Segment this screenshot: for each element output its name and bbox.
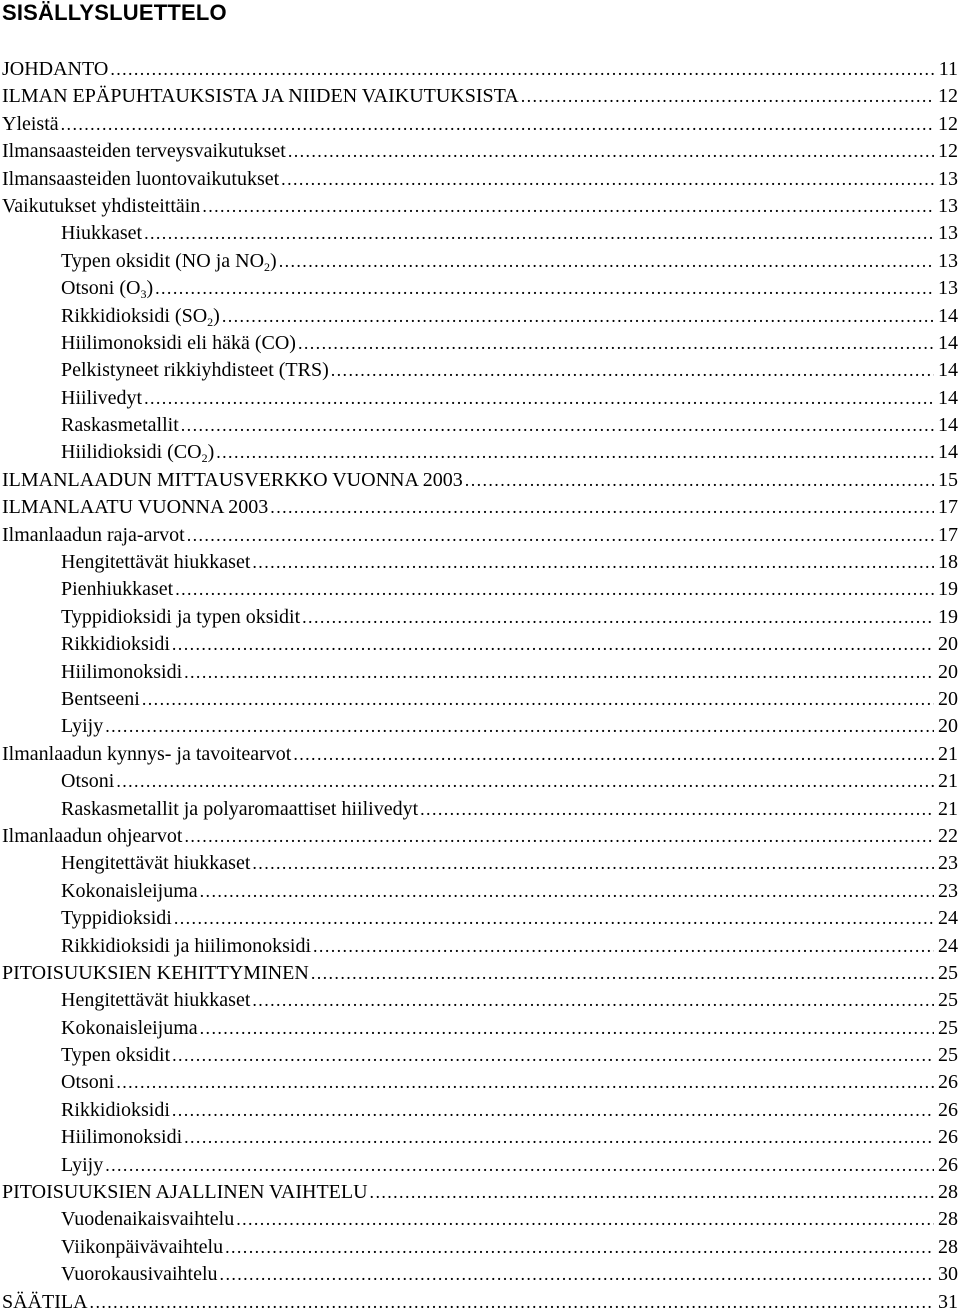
toc-entry[interactable] <box>2 631 958 658</box>
dot-leader <box>313 933 934 960</box>
dot-leader <box>420 796 934 823</box>
dot-leader <box>288 138 934 165</box>
toc-entry-page-number: 21 <box>938 797 958 820</box>
toc-entry-page-number: 25 <box>938 989 958 1012</box>
toc-entry[interactable] <box>2 357 958 384</box>
toc-entry-text: Hiilimonoksidi <box>61 660 183 683</box>
toc-entry-text: Rikkidioksidi <box>61 1098 170 1121</box>
toc-entry-page-number: 14 <box>938 414 958 437</box>
dot-leader <box>370 1179 934 1206</box>
toc-entry-text: Raskasmetallit ja polyaromaattiset hiilivedyt <box>61 797 419 820</box>
dot-leader <box>281 166 934 193</box>
toc-entry-subscript: 2 <box>201 451 208 466</box>
toc-entry[interactable] <box>2 987 958 1014</box>
dot-leader <box>116 1069 934 1096</box>
toc-entry[interactable] <box>2 933 958 960</box>
toc-entry-text-suffix: ) <box>146 277 154 300</box>
toc-entry-page-number: 28 <box>938 1208 958 1231</box>
toc-entry[interactable] <box>2 1179 958 1206</box>
toc-entry-text: ILMANLAATU VUONNA 2003 <box>2 496 269 519</box>
toc-entry-title <box>2 111 59 138</box>
toc-entry-page-number: 20 <box>938 660 958 683</box>
toc-entry-title <box>61 768 114 795</box>
toc-entry[interactable] <box>2 1206 958 1233</box>
toc-entry-page-number: 26 <box>938 1126 958 1149</box>
toc-entry-title <box>61 330 296 357</box>
toc-entry-page-number: 15 <box>938 468 958 491</box>
toc-entry[interactable] <box>2 83 958 110</box>
toc-entry-title <box>61 796 418 823</box>
toc-entry-page-number: 12 <box>938 85 958 108</box>
toc-entry-title <box>61 1097 170 1124</box>
toc-entry-page-number: 21 <box>938 770 958 793</box>
toc-entry-text: Hiilidioksidi (CO <box>61 441 202 464</box>
toc-entry[interactable] <box>2 1152 958 1179</box>
dot-leader <box>172 1097 934 1124</box>
toc-entry-title <box>61 1069 114 1096</box>
toc-entry-text: Ilmansaasteiden luontovaikutukset <box>2 167 280 190</box>
toc-entry-title <box>61 987 250 1014</box>
dot-leader <box>187 522 934 549</box>
toc-entry-page-number: 13 <box>938 277 958 300</box>
toc-entry-title <box>2 823 183 850</box>
toc-entry[interactable] <box>2 1069 958 1096</box>
toc-entry-title <box>61 248 277 275</box>
toc-entry-page-number: 25 <box>938 1016 958 1039</box>
toc-entry-title <box>2 1179 368 1206</box>
dot-leader <box>172 631 934 658</box>
toc-entry-page-number: 13 <box>938 249 958 272</box>
toc-entry-page-number: 20 <box>938 687 958 710</box>
dot-leader <box>144 385 934 412</box>
dot-leader <box>236 1206 934 1233</box>
toc-entry-text: Typpidioksidi ja typen oksidit <box>61 605 301 628</box>
toc-entry-page-number: 26 <box>938 1153 958 1176</box>
toc-entry-text: Hiilivedyt <box>61 386 143 409</box>
table-of-contents <box>2 56 958 1316</box>
toc-entry[interactable] <box>2 768 958 795</box>
page-title: SISÄLLYSLUETTELO <box>2 0 227 25</box>
toc-entry-page-number: 26 <box>938 1071 958 1094</box>
toc-entry-title <box>61 604 300 631</box>
toc-entry-title <box>2 522 185 549</box>
toc-entry-text: Lyijy <box>61 1153 104 1176</box>
toc-entry-title <box>2 960 309 987</box>
toc-entry-page-number: 28 <box>938 1235 958 1258</box>
toc-entry-text: Rikkidioksidi ja hiilimonoksidi <box>61 934 312 957</box>
toc-entry-page-number: 13 <box>938 167 958 190</box>
toc-entry-page-number: 18 <box>938 551 958 574</box>
toc-entry-text: Vaikutukset yhdisteittäin <box>2 194 201 217</box>
dot-leader <box>252 549 934 576</box>
toc-entry-page-number: 14 <box>938 304 958 327</box>
toc-entry-title <box>2 166 279 193</box>
toc-entry[interactable] <box>2 56 958 83</box>
toc-entry-text: Lyijy <box>61 715 104 738</box>
dot-leader <box>302 604 934 631</box>
toc-entry-page-number: 19 <box>938 605 958 628</box>
toc-entry[interactable] <box>2 1042 958 1069</box>
toc-entry[interactable] <box>2 1234 958 1261</box>
toc-entry-text: Otsoni (O <box>61 277 141 300</box>
toc-entry-title <box>61 1015 198 1042</box>
toc-entry[interactable] <box>2 111 958 138</box>
toc-entry-title <box>61 385 142 412</box>
toc-entry-text: Rikkidioksidi <box>61 633 170 656</box>
toc-entry[interactable] <box>2 549 958 576</box>
dot-leader <box>116 768 934 795</box>
toc-entry-page-number: 12 <box>938 140 958 163</box>
toc-entry[interactable] <box>2 686 958 713</box>
toc-entry[interactable] <box>2 576 958 603</box>
toc-entry-title <box>61 1234 223 1261</box>
toc-entry-title <box>61 439 214 466</box>
toc-entry-title <box>2 193 200 220</box>
toc-entry-title <box>2 56 108 83</box>
toc-entry-text: Pienhiukkaset <box>61 578 174 601</box>
toc-entry[interactable] <box>2 138 958 165</box>
toc-entry[interactable] <box>2 741 958 768</box>
toc-entry-title <box>2 138 286 165</box>
toc-entry[interactable] <box>2 1015 958 1042</box>
toc-entry-title <box>61 1206 234 1233</box>
toc-entry-title <box>61 631 170 658</box>
toc-entry-page-number: 14 <box>938 441 958 464</box>
toc-entry-text: Viikonpäivävaihtelu <box>61 1235 224 1258</box>
toc-entry-page-number: 25 <box>938 961 958 984</box>
dot-leader <box>105 1152 934 1179</box>
toc-entry-text: Otsoni <box>61 770 115 793</box>
dot-leader <box>225 1234 934 1261</box>
toc-entry-text: Ilmanlaadun raja-arvot <box>2 523 185 546</box>
toc-entry-subscript: 2 <box>207 314 214 329</box>
toc-entry-page-number: 28 <box>938 1181 958 1204</box>
toc-entry-text: PITOISUUKSIEN KEHITTYMINEN <box>2 961 309 984</box>
dot-leader <box>200 1015 934 1042</box>
toc-entry-text: Ilmanlaadun ohjearvot <box>2 824 183 847</box>
toc-entry-text: ILMAN EPÄPUHTAUKSISTA JA NIIDEN VAIKUTUKSISTA <box>2 85 519 108</box>
toc-entry-page-number: 21 <box>938 742 958 765</box>
dot-leader <box>200 878 934 905</box>
toc-entry-text: Vuodenaikaisvaihtelu <box>61 1208 235 1231</box>
toc-entry-title <box>61 357 329 384</box>
toc-entry-text: Raskasmetallit <box>61 414 179 437</box>
toc-entry-title <box>2 494 268 521</box>
toc-entry-page-number: 14 <box>938 386 958 409</box>
toc-entry[interactable] <box>2 467 958 494</box>
toc-entry-page-number: 17 <box>938 496 958 519</box>
toc-entry-text: Hengitettävät hiukkaset <box>61 852 251 875</box>
toc-entry-text: Vuorokausivaihtelu <box>61 1263 218 1286</box>
toc-entry-title <box>2 1289 88 1316</box>
toc-entry-title <box>61 303 220 330</box>
toc-entry-text: Kokonaisleijuma <box>61 879 198 902</box>
toc-entry-subscript: 3 <box>140 287 147 302</box>
toc-entry-page-number: 25 <box>938 1044 958 1067</box>
toc-entry-text: Rikkidioksidi (SO <box>61 304 208 327</box>
toc-entry-page-number: 31 <box>938 1290 958 1313</box>
toc-entry-text: PITOISUUKSIEN AJALLINEN VAIHTELU <box>2 1181 368 1204</box>
toc-entry-title <box>61 933 311 960</box>
toc-entry-title <box>61 549 250 576</box>
toc-entry-page-number: 30 <box>938 1263 958 1286</box>
toc-entry[interactable] <box>2 713 958 740</box>
toc-entry-title <box>61 275 153 302</box>
toc-entry[interactable] <box>2 796 958 823</box>
toc-entry-title <box>61 1152 103 1179</box>
toc-entry-page-number: 20 <box>938 633 958 656</box>
toc-entry-text: Hiukkaset <box>61 222 143 245</box>
dot-leader <box>110 56 934 83</box>
dot-leader <box>252 987 934 1014</box>
dot-leader <box>311 960 934 987</box>
toc-entry[interactable] <box>2 850 958 877</box>
dot-leader <box>181 412 934 439</box>
dot-leader <box>279 248 934 275</box>
toc-entry-page-number: 20 <box>938 715 958 738</box>
toc-entry-page-number: 14 <box>938 331 958 354</box>
toc-entry-text: Hengitettävät hiukkaset <box>61 551 251 574</box>
dot-leader <box>184 659 934 686</box>
toc-entry-page-number: 24 <box>938 934 958 957</box>
dot-leader <box>331 357 934 384</box>
dot-leader <box>175 576 934 603</box>
toc-entry[interactable] <box>2 905 958 932</box>
toc-entry-title <box>2 741 291 768</box>
toc-entry-page-number: 11 <box>938 58 958 80</box>
toc-entry[interactable] <box>2 1097 958 1124</box>
toc-entry-text: Bentseeni <box>61 687 140 710</box>
toc-entry[interactable] <box>2 522 958 549</box>
toc-entry-page-number: 19 <box>938 578 958 601</box>
dot-leader <box>465 467 934 494</box>
toc-entry-text: Hengitettävät hiukkaset <box>61 989 251 1012</box>
toc-entry-page-number: 22 <box>938 824 958 847</box>
dot-leader <box>105 713 934 740</box>
toc-entry-title <box>61 576 173 603</box>
dot-leader <box>270 494 934 521</box>
toc-entry-text: Typen oksidit <box>61 1044 171 1067</box>
toc-entry-title <box>61 659 182 686</box>
toc-entry-text: Hiilimonoksidi eli häkä (CO) <box>61 331 296 354</box>
toc-entry-page-number: 24 <box>938 907 958 930</box>
toc-entry-text: Typpidioksidi <box>61 907 172 930</box>
toc-entry-title <box>2 83 519 110</box>
toc-entry-page-number: 17 <box>938 523 958 546</box>
toc-entry-text: Hiilimonoksidi <box>61 1126 183 1149</box>
dot-leader <box>90 1289 934 1316</box>
dot-leader <box>144 220 934 247</box>
toc-entry-text-suffix: ) <box>270 249 277 272</box>
toc-entry-text: SÄÄTILA <box>2 1290 88 1313</box>
toc-entry[interactable] <box>2 604 958 631</box>
toc-entry-text: Pelkistyneet rikkiyhdisteet (TRS) <box>61 359 329 382</box>
dot-leader <box>293 741 934 768</box>
toc-entry[interactable] <box>2 960 958 987</box>
toc-entry-page-number: 23 <box>938 879 958 902</box>
toc-entry-subscript: 2 <box>264 259 271 274</box>
toc-entry-text-suffix: ) <box>213 304 220 327</box>
toc-entry-page-number: 23 <box>938 852 958 875</box>
dot-leader <box>202 193 934 220</box>
dot-leader <box>185 823 935 850</box>
toc-entry[interactable] <box>2 659 958 686</box>
dot-leader <box>184 1124 934 1151</box>
toc-entry-page-number: 13 <box>938 194 958 217</box>
dot-leader <box>298 330 934 357</box>
toc-entry-title <box>61 220 142 247</box>
toc-entry-page-number: 12 <box>938 112 958 135</box>
toc-entry-text: JOHDANTO <box>2 58 109 80</box>
dot-leader <box>172 1042 934 1069</box>
toc-entry-text: Typen oksidit (NO ja NO <box>61 249 265 272</box>
dot-leader <box>222 303 934 330</box>
toc-entry[interactable] <box>2 385 958 412</box>
toc-entry-title <box>61 1042 170 1069</box>
dot-leader <box>174 905 934 932</box>
dot-leader <box>521 83 934 110</box>
toc-entry[interactable] <box>2 220 958 247</box>
toc-entry-page-number: 13 <box>938 222 958 245</box>
toc-entry[interactable] <box>2 439 958 466</box>
toc-entry-title <box>61 1261 218 1288</box>
toc-entry[interactable] <box>2 494 958 521</box>
dot-leader <box>142 686 934 713</box>
toc-entry-title <box>61 713 103 740</box>
toc-entry[interactable] <box>2 166 958 193</box>
toc-entry-text-suffix: ) <box>207 441 215 464</box>
toc-entry-page-number: 14 <box>938 359 958 382</box>
toc-entry[interactable] <box>2 878 958 905</box>
toc-entry[interactable] <box>2 248 958 275</box>
toc-entry[interactable] <box>2 1261 958 1288</box>
toc-entry[interactable] <box>2 1289 958 1316</box>
toc-entry-title <box>61 686 140 713</box>
toc-entry[interactable] <box>2 193 958 220</box>
toc-entry-title <box>2 467 463 494</box>
toc-entry-text: Yleistä <box>2 112 59 135</box>
toc-entry[interactable] <box>2 275 958 302</box>
toc-entry-title <box>61 878 198 905</box>
toc-entry-text: Ilmanlaadun kynnys- ja tavoitearvot <box>2 742 292 765</box>
dot-leader <box>155 275 934 302</box>
dot-leader <box>216 439 934 466</box>
toc-entry[interactable] <box>2 823 958 850</box>
toc-entry-title <box>61 905 172 932</box>
toc-entry-text: Otsoni <box>61 1071 115 1094</box>
toc-entry-title <box>61 1124 182 1151</box>
toc-entry-text: Kokonaisleijuma <box>61 1016 198 1039</box>
dot-leader <box>61 111 934 138</box>
toc-entry[interactable] <box>2 412 958 439</box>
dot-leader <box>252 850 934 877</box>
toc-entry-title <box>61 412 179 439</box>
toc-entry-text: Ilmansaasteiden terveysvaikutukset <box>2 140 286 163</box>
toc-entry-page-number: 26 <box>938 1098 958 1121</box>
toc-entry-title <box>61 850 250 877</box>
toc-entry[interactable] <box>2 330 958 357</box>
dot-leader <box>220 1261 934 1288</box>
toc-entry-text: ILMANLAADUN MITTAUSVERKKO VUONNA 2003 <box>2 468 463 491</box>
toc-entry[interactable] <box>2 303 958 330</box>
toc-entry[interactable] <box>2 1124 958 1151</box>
